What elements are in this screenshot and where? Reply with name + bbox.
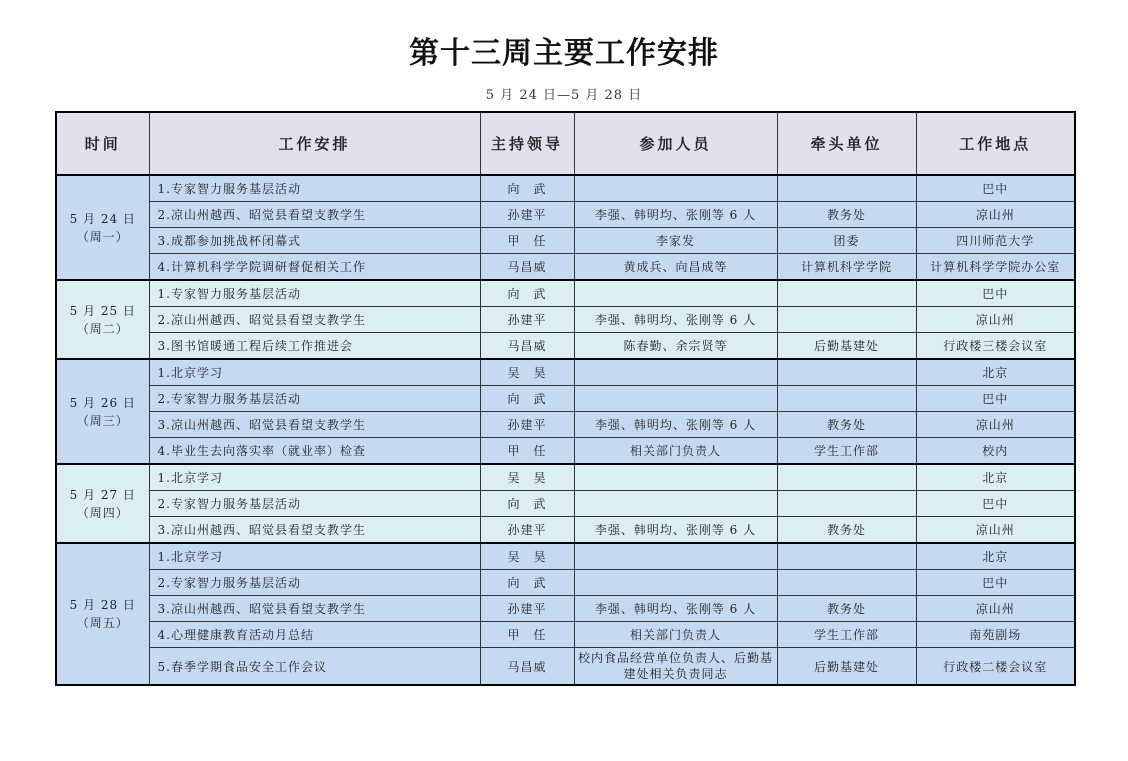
participants-cell: 校内食品经营单位负责人、后勤基建处相关负责同志: [574, 648, 777, 686]
location-cell: 巴中: [916, 280, 1075, 307]
table-row: [56, 543, 1075, 570]
task-cell: 3.图书馆暖通工程后续工作推进会: [149, 333, 480, 360]
table-row: [56, 491, 1075, 517]
table-row: [56, 307, 1075, 333]
location-cell: 凉山州: [916, 517, 1075, 544]
day-cell: [56, 464, 149, 543]
header-task: 工作安排: [149, 112, 480, 175]
task-cell: 2.凉山州越西、昭觉县看望支教学生: [149, 307, 480, 333]
table-row: [56, 254, 1075, 281]
table-row: [56, 596, 1075, 622]
table-row: [56, 622, 1075, 648]
leader-cell: 甲 任: [480, 438, 574, 465]
location-cell: 计算机科学学院办公室: [916, 254, 1075, 281]
lead-unit-cell: 教务处: [777, 202, 916, 228]
lead-unit-cell: 团委: [777, 228, 916, 254]
table-row: [56, 517, 1075, 544]
task-cell: 1.专家智力服务基层活动: [149, 175, 480, 202]
location-cell: 凉山州: [916, 202, 1075, 228]
lead-unit-cell: 教务处: [777, 412, 916, 438]
lead-unit-cell: 教务处: [777, 596, 916, 622]
location-cell: 行政楼三楼会议室: [916, 333, 1075, 360]
task-cell: 3.凉山州越西、昭觉县看望支教学生: [149, 412, 480, 438]
lead-unit-cell: 后勤基建处: [777, 333, 916, 360]
participants-cell: 李强、韩明均、张刚等 6 人: [574, 307, 777, 333]
day-date: 5 月 25 日: [69, 303, 136, 318]
table-row: [56, 280, 1075, 307]
day-date: 5 月 28 日: [69, 598, 136, 612]
header-time: 时间: [56, 112, 149, 175]
schedule-body: [56, 175, 1075, 685]
lead-unit-cell: [777, 543, 916, 570]
leader-cell: 马昌威: [480, 333, 574, 360]
location-cell: 北京: [916, 359, 1075, 386]
table-row: [56, 386, 1075, 412]
location-cell: 巴中: [916, 570, 1075, 596]
leader-cell: 向 武: [480, 570, 574, 596]
location-cell: 北京: [916, 464, 1075, 491]
leader-cell: 向 武: [480, 175, 574, 202]
table-row: [56, 412, 1075, 438]
leader-cell: 孙建平: [480, 202, 574, 228]
task-cell: 3.凉山州越西、昭觉县看望支教学生: [149, 517, 480, 544]
leader-cell: 向 武: [480, 491, 574, 517]
leader-cell: 孙建平: [480, 517, 574, 544]
header-lead-unit: 牵头单位: [777, 112, 916, 175]
header-location: 工作地点: [916, 112, 1075, 175]
participants-cell: 李强、韩明均、张刚等 6 人: [574, 202, 777, 228]
location-cell: 凉山州: [916, 412, 1075, 438]
day-weekday: （周四）: [76, 505, 129, 520]
table-row: [56, 228, 1075, 254]
schedule-table: [55, 111, 1076, 686]
table-row: [56, 333, 1075, 360]
location-cell: 巴中: [916, 386, 1075, 412]
participants-cell: 陈春勤、余宗贤等: [574, 333, 777, 360]
task-cell: 2.专家智力服务基层活动: [149, 491, 480, 517]
leader-cell: 吴 昊: [480, 543, 574, 570]
participants-cell: 李强、韩明均、张刚等 6 人: [574, 596, 777, 622]
leader-cell: 甲 任: [480, 228, 574, 254]
participants-cell: 李强、韩明均、张刚等 6 人: [574, 412, 777, 438]
participants-cell: [574, 386, 777, 412]
leader-cell: 甲 任: [480, 622, 574, 648]
participants-cell: 相关部门负责人: [574, 438, 777, 465]
leader-cell: 向 武: [480, 386, 574, 412]
lead-unit-cell: [777, 386, 916, 412]
lead-unit-cell: 学生工作部: [777, 438, 916, 465]
location-cell: 校内: [916, 438, 1075, 465]
leader-cell: 孙建平: [480, 307, 574, 333]
leader-cell: 马昌威: [480, 254, 574, 281]
leader-cell: 吴 昊: [480, 464, 574, 491]
location-cell: 凉山州: [916, 596, 1075, 622]
task-cell: 5.春季学期食品安全工作会议: [149, 648, 480, 686]
leader-cell: 马昌威: [480, 648, 574, 686]
task-cell: 1.北京学习: [149, 543, 480, 570]
day-date: 5 月 24 日: [69, 211, 136, 226]
participants-cell: 相关部门负责人: [574, 622, 777, 648]
leader-cell: 孙建平: [480, 596, 574, 622]
table-row: [56, 438, 1075, 465]
header-participants: 参加人员: [574, 112, 777, 175]
location-cell: 行政楼二楼会议室: [916, 648, 1075, 686]
lead-unit-cell: [777, 307, 916, 333]
lead-unit-cell: [777, 491, 916, 517]
participants-cell: [574, 491, 777, 517]
day-date: 5 月 27 日: [69, 487, 136, 502]
lead-unit-cell: 教务处: [777, 517, 916, 544]
page-title: 第十三周主要工作安排: [409, 36, 719, 71]
task-cell: 1.北京学习: [149, 359, 480, 386]
task-cell: 4.心理健康教育活动月总结: [149, 622, 480, 648]
leader-cell: 向 武: [480, 280, 574, 307]
table-row: [56, 175, 1075, 202]
day-weekday: （周一）: [76, 229, 129, 244]
participants-cell: [574, 543, 777, 570]
participants-cell: [574, 280, 777, 307]
lead-unit-cell: 计算机科学学院: [777, 254, 916, 281]
task-cell: 2.凉山州越西、昭觉县看望支教学生: [149, 202, 480, 228]
table-row: [56, 464, 1075, 491]
table-header-row: [56, 112, 1075, 175]
lead-unit-cell: [777, 570, 916, 596]
participants-cell: 李家发: [574, 228, 777, 254]
table-row: [56, 202, 1075, 228]
task-cell: 2.专家智力服务基层活动: [149, 570, 480, 596]
day-weekday: （周二）: [76, 321, 129, 336]
lead-unit-cell: [777, 359, 916, 386]
leader-cell: 孙建平: [480, 412, 574, 438]
day-cell: [56, 175, 149, 280]
day-cell: [56, 359, 149, 464]
table-row: [56, 359, 1075, 386]
participants-cell: 黄成兵、向昌成等: [574, 254, 777, 281]
location-cell: 巴中: [916, 175, 1075, 202]
lead-unit-cell: [777, 464, 916, 491]
task-cell: 1.北京学习: [149, 464, 480, 491]
task-cell: 4.计算机科学学院调研督促相关工作: [149, 254, 480, 281]
leader-cell: 吴 昊: [480, 359, 574, 386]
participants-cell: [574, 175, 777, 202]
participants-cell: [574, 464, 777, 491]
location-cell: 四川师范大学: [916, 228, 1075, 254]
location-cell: 凉山州: [916, 307, 1075, 333]
header-leader: 主持领导: [480, 112, 574, 175]
task-cell: 1.专家智力服务基层活动: [149, 280, 480, 307]
location-cell: 北京: [916, 543, 1075, 570]
table-row: [56, 648, 1075, 686]
participants-cell: 李强、韩明均、张刚等 6 人: [574, 517, 777, 544]
day-cell: [56, 280, 149, 359]
lead-unit-cell: [777, 175, 916, 202]
task-cell: 3.凉山州越西、昭觉县看望支教学生: [149, 596, 480, 622]
task-cell: 4.毕业生去向落实率（就业率）检查: [149, 438, 480, 465]
task-cell: 2.专家智力服务基层活动: [149, 386, 480, 412]
day-date: 5 月 26 日: [69, 395, 136, 410]
task-cell: 3.成都参加挑战杯闭幕式: [149, 228, 480, 254]
date-range: 5 月 24 日—5 月 28 日: [485, 88, 643, 103]
day-weekday: （周五）: [76, 616, 129, 630]
lead-unit-cell: 后勤基建处: [777, 648, 916, 686]
location-cell: 南苑剧场: [916, 622, 1075, 648]
lead-unit-cell: 学生工作部: [777, 622, 916, 648]
table-row: [56, 570, 1075, 596]
participants-cell: [574, 359, 777, 386]
day-weekday: （周三）: [76, 413, 129, 428]
location-cell: 巴中: [916, 491, 1075, 517]
participants-cell: [574, 570, 777, 596]
day-cell: [56, 543, 149, 685]
lead-unit-cell: [777, 280, 916, 307]
